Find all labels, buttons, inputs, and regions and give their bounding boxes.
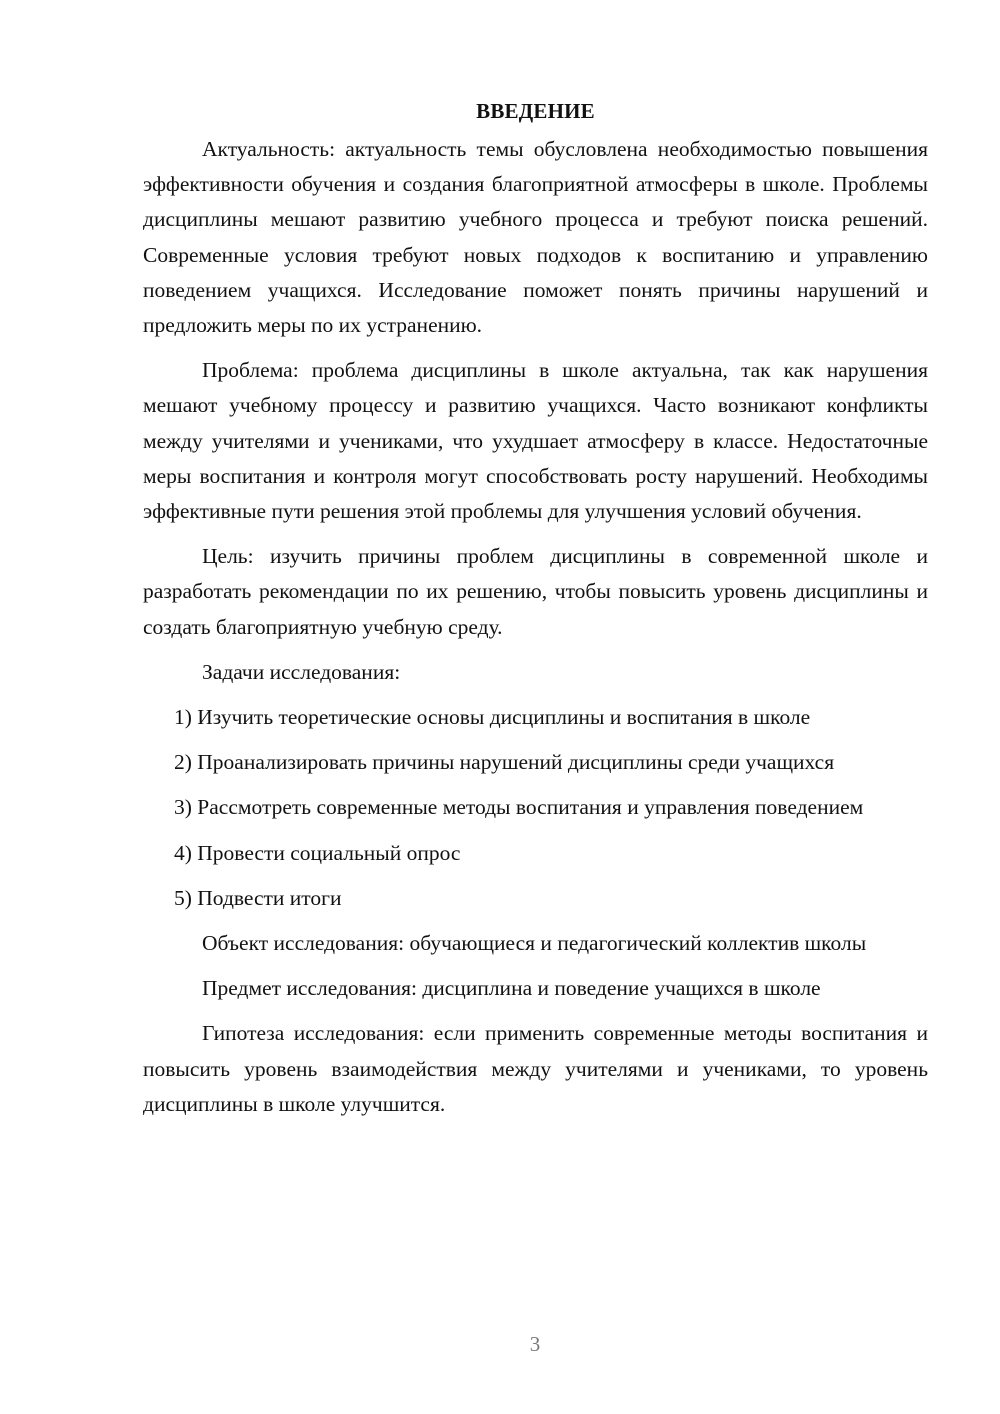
task-item-4: 4) Провести социальный опрос — [174, 840, 461, 865]
document-page — [143, 96, 928, 1132]
hypothesis-paragraph: Гипотеза исследования: если применить современные методы воспитания и повысить уровень взаимодействия между учителями и учениками, то уровень дисциплины в школе улучшится. — [143, 1021, 928, 1116]
tasks-heading: Задачи исследования: — [202, 659, 401, 684]
task-item-1: 1) Изучить теоретические основы дисциплины и воспитания в школе — [174, 705, 811, 730]
section-title: ВВЕДЕНИЕ — [476, 99, 595, 123]
goal-paragraph: Цель: изучить причины проблем дисциплины в современной школе и разработать рекомендации по их решению, чтобы повысить уровень дисциплины и создать благоприятную учебную среду. — [143, 544, 928, 639]
subject-paragraph: Предмет исследования: дисциплина и поведение учащихся в школе — [202, 976, 821, 1001]
task-item-3: 3) Рассмотреть современные методы воспитания и управления поведением — [174, 795, 864, 820]
task-item-2: 2) Проанализировать причины нарушений дисциплины среди учащихся — [174, 750, 835, 775]
page-number: 3 — [529, 1332, 541, 1356]
object-paragraph: Объект исследования: обучающиеся и педагогический коллектив школы — [202, 931, 867, 956]
problem-paragraph: Проблема: проблема дисциплины в школе актуальна, так как нарушения мешают учебному процессу и развитию учащихся. Часто возникают конфликты между учителями и учениками, что ухудшает атмосферу в классе. Недостаточные меры воспитания и контроля могут способствовать росту нарушений. Необходимы эффективные пути решения этой проблемы для улучшения условий обучения. — [143, 358, 928, 524]
relevance-paragraph: Актуальность: актуальность темы обусловлена необходимостью повышения эффективности обучения и создания благоприятной атмосферы в школе. Проблемы дисциплины мешают развитию учебного процесса и требуют поиска решений. Современные условия требуют новых подходов к воспитанию и управлению поведением учащихся. Исследование поможет понять причины нарушений и предложить меры по их устранению. — [143, 137, 928, 338]
task-item-5: 5) Подвести итоги — [174, 885, 342, 910]
